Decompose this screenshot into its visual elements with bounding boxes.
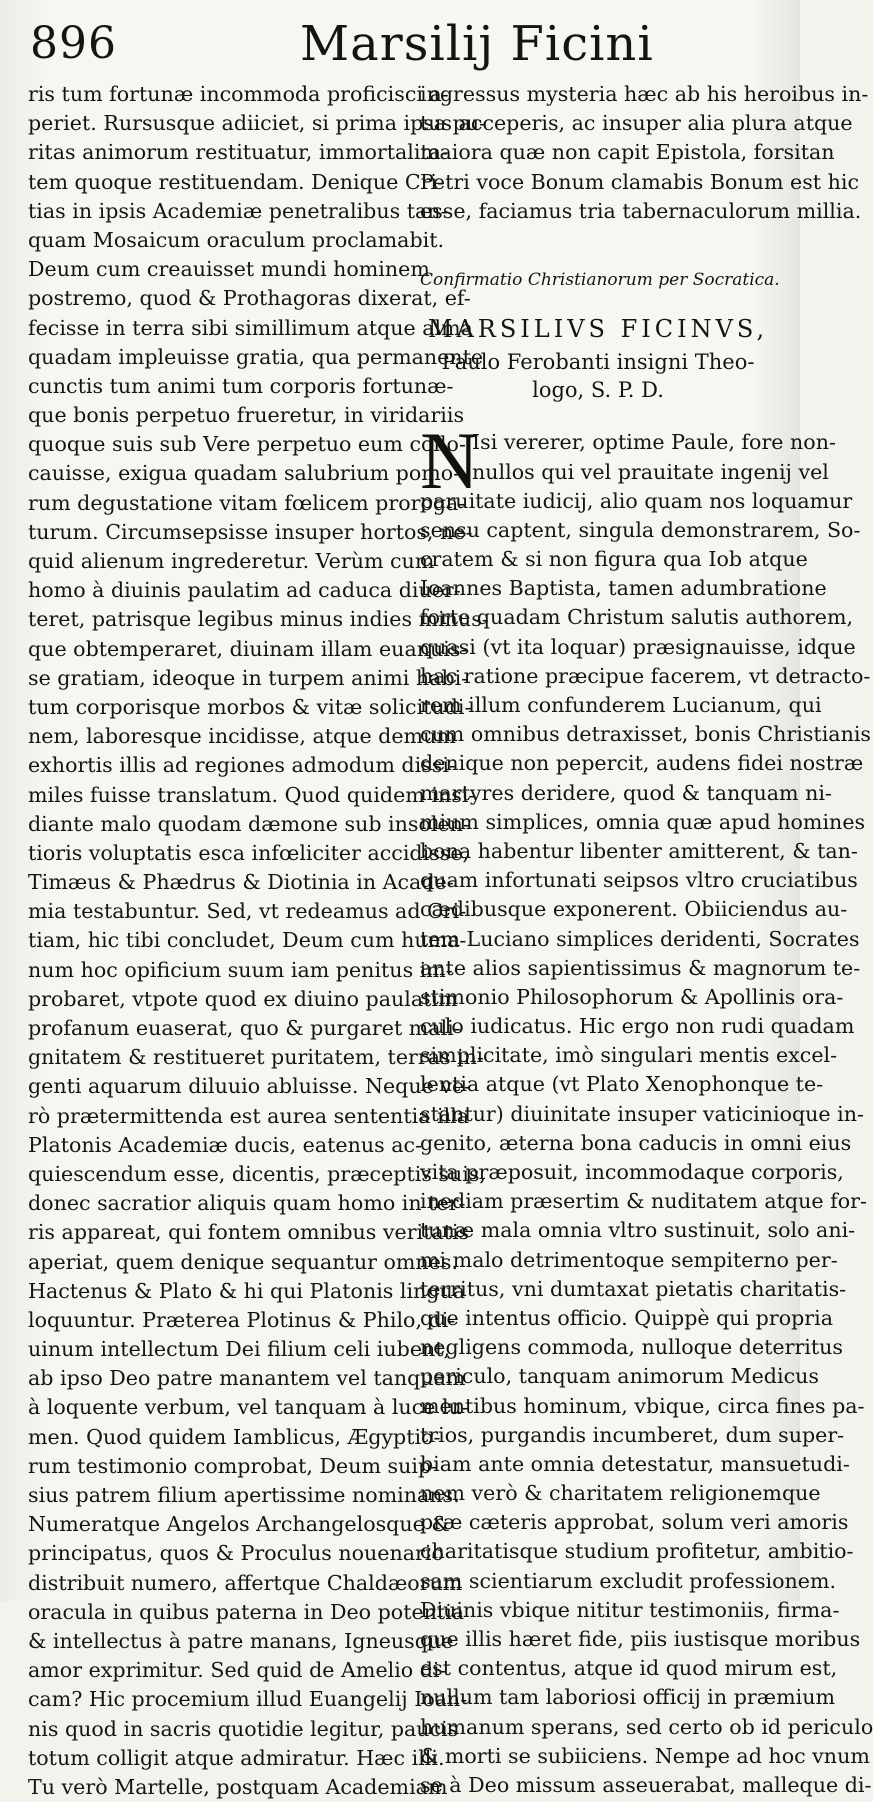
text-line: biam ante omnia detestatur, mansuetudi- <box>420 1451 850 1476</box>
text-line: mi malo detrimentoque sempiterno per- <box>420 1247 838 1272</box>
text-line: à loquente verbum, vel tanquam à luce lu- <box>28 1395 469 1420</box>
text-line: Numeratque Angelos Archangelosque & <box>28 1512 450 1537</box>
text-line: esse, faciamus tria tabernaculorum millia. <box>420 198 862 223</box>
text-line: uinum intellectum Dei filium celi iubent, <box>28 1337 451 1362</box>
text-line: tioris voluptatis esca infœliciter accidisse, <box>28 840 470 865</box>
text-line: Timæus & Phædrus & Diotinia in Acade- <box>28 870 454 895</box>
text-line: mentibus hominum, vbique, circa fines pa- <box>420 1393 865 1418</box>
text-line: ab ipso Deo patre manantem vel tanquam <box>28 1366 466 1391</box>
text-line: humanum sperans, sed certo ob id periculo <box>420 1714 873 1739</box>
text-line: oracula in quibus paterna in Deo potentia <box>28 1599 465 1624</box>
page-number: 896 <box>30 18 117 69</box>
text-line: quid alienum ingrederetur. Verùm cum <box>28 549 435 573</box>
text-line: tias in ipsis Academiæ penetralibus tan- <box>28 198 448 223</box>
text-line: hac ratione præcipue facerem, vt detracto- <box>420 663 871 688</box>
text-line: tus acceperis, ac insuper alia plura atque <box>420 111 853 136</box>
text-line: sius patrem filium apertissime nominans. <box>28 1483 460 1507</box>
text-line: est contentus, atque id quod mirum est, <box>420 1656 838 1681</box>
left-column <box>28 80 489 1802</box>
text-line: cum omnibus detraxisset, bonis Christianis <box>420 722 871 747</box>
running-head: Marsilij Ficini <box>300 16 654 72</box>
text-line: rum testimonio comprobat, Deum suip- <box>28 1453 439 1478</box>
text-line: donec sacratior aliquis quam homo in ter- <box>28 1191 466 1216</box>
text-line: nem verò & charitatem religionemque <box>420 1481 821 1506</box>
text-line: rem illum confunderem Lucianum, qui <box>420 693 822 718</box>
text-line: cam? Hic procemium illud Euangelij Ioan- <box>28 1687 468 1712</box>
text-line: inediam præsertim & nuditatem atque for- <box>420 1189 867 1214</box>
right-column <box>420 80 873 1800</box>
text-line: simplicitate, imò singulari mentis excel- <box>420 1043 838 1068</box>
text-line: præ cæteris approbat, solum veri amoris <box>420 1510 849 1535</box>
text-line: que bonis perpetuo frueretur, in viridariis <box>28 403 465 428</box>
text-line: quam Mosaicum oraculum proclamabit. <box>28 227 445 252</box>
text-line: se gratiam, ideoque in turpem animi habi- <box>28 665 469 690</box>
text-line: loquuntur. Præterea Plotinus & Philo, di- <box>28 1307 456 1332</box>
text-line: denique non pepercit, audens fidei nostræ <box>420 751 864 776</box>
text-line: cauisse, exigua quadam salubrium pomo- <box>28 461 461 486</box>
text-line: Isi vererer, optime Paule, fore non- <box>472 430 836 455</box>
section-title: Confirmatio Christianorum per Socratica. <box>420 269 780 290</box>
text-line: tum corporisque morbos & vitæ solicitudi- <box>28 694 472 719</box>
drop-cap: N <box>420 415 480 507</box>
text-line: paruitate iudicij, alio quam nos loquamur <box>420 488 853 513</box>
text-line: genito, æterna bona caducis in omni eius <box>420 1130 852 1155</box>
text-line: que obtemperaret, diuinam illam euanuis- <box>28 636 468 661</box>
text-line: lentia atque (vt Plato Xenophonque te- <box>420 1072 824 1097</box>
text-line: vita præposuit, incommodaque corporis, <box>420 1160 844 1185</box>
text-line: miles fuisse translatum. Quod quidem insi- <box>28 782 476 807</box>
addressee-line: Paulo Ferobanti insigni Theo- <box>441 350 755 375</box>
text-line: nullos qui vel prauitate ingenij vel <box>472 459 829 484</box>
text-line: forte quadam Christum salutis authorem, <box>420 605 854 630</box>
text-line: totum colligit atque admiratur. Hæc illi. <box>28 1745 445 1770</box>
text-line: sensu captent, singula demonstrarem, So- <box>420 517 861 542</box>
text-line: sam scientiarum excludit professionem. <box>420 1568 837 1593</box>
text-line: diante malo quodam dæmone sub insolen- <box>28 811 470 836</box>
text-line: que illis hæret fide, piis iustisque moribus <box>420 1627 861 1652</box>
addressee <box>420 348 776 404</box>
text-line: mia testabuntur. Sed, vt redeamus ad Cri- <box>28 899 467 924</box>
text-line: Hactenus & Plato & hi qui Platonis lingua <box>28 1278 466 1303</box>
text-line: quam infortunati seipsos vltro cruciatibus <box>420 868 858 893</box>
text-line: quoque suis sub Vere perpetuo eum collo- <box>28 432 466 457</box>
text-line: charitatisque studium profitetur, ambitio- <box>420 1539 854 1564</box>
text-line: teret, patrisque legibus minus indies minus- <box>28 607 489 632</box>
text-line: nem, laboresque incidisse, atque demum <box>28 724 456 749</box>
text-line: periet. Rursusque adiiciet, si prima ipsa pu- <box>28 111 487 136</box>
text-line: territus, vni dumtaxat pietatis charitatis- <box>420 1276 847 1301</box>
text-line: fecisse in terra sibi simillimum atque alma <box>28 315 473 340</box>
text-line: ritas animorum restituatur, immortalita- <box>28 140 448 165</box>
text-line: maiora quæ non capit Epistola, forsitan <box>420 140 835 165</box>
text-line: periculo, tanquam animorum Medicus <box>420 1364 819 1389</box>
text-line: mium simplices, omnia quæ apud homines <box>420 809 866 834</box>
text-line: cunctis tum animi tum corporis fortunæ- <box>28 373 454 398</box>
text-line: cædibusque exponerent. Obiiciendus au- <box>420 897 848 922</box>
text-line: quasi (vt ita loquar) præsignauisse, idque <box>420 634 856 659</box>
text-line: quiescendum esse, dicentis, præceptis suis, <box>28 1161 486 1186</box>
text-line: ris appareat, qui fontem omnibus veritatis <box>28 1220 470 1245</box>
text-line: Platonis Academiæ ducis, eatenus ac- <box>28 1132 422 1157</box>
text-line: tiam, hic tibi concludet, Deum cum huma- <box>28 928 467 953</box>
text-line: stantur) diuinitate insuper vaticinioque in- <box>420 1101 864 1126</box>
text-line: rum degustatione vitam fœlicem proroga- <box>28 490 466 515</box>
text-line: negligens commoda, nulloque deterritus <box>420 1335 843 1360</box>
text-line: probaret, vtpote quod ex diuino paulatim <box>28 986 458 1011</box>
right-column-top-text <box>420 80 869 226</box>
text-line: & morti se subiiciens. Nempe ad hoc vnum <box>420 1743 870 1768</box>
letter-body <box>420 415 873 1800</box>
text-line: & intellectus à patre manans, Igneusque <box>28 1628 454 1653</box>
text-line: distribuit numero, affertque Chaldæorum <box>28 1570 463 1595</box>
text-line: rò prætermittenda est aurea sententia illa <box>28 1103 470 1128</box>
text-line: men. Quod quidem Iamblicus, Ægyptio- <box>28 1424 441 1449</box>
text-line: homo à diuinis paulatim ad caduca diuer- <box>28 578 461 603</box>
text-line: exhortis illis ad regiones admodum dissi- <box>28 753 456 778</box>
text-line: martyres deridere, quod & tanquam ni- <box>420 780 832 805</box>
text-line: num hoc opificium suum iam penitus im- <box>28 957 453 982</box>
text-line: quadam impleuisse gratia, qua permanente <box>28 344 484 369</box>
text-line: Deum cum creauisset mundi hominem <box>28 257 430 282</box>
text-line: se à Deo missum asseuerabat, malleque di- <box>420 1772 872 1797</box>
page-header <box>30 14 770 74</box>
text-line: que intentus officio. Quippè qui propria <box>420 1305 834 1330</box>
text-line: tunæ mala omnia vltro sustinuit, solo ani- <box>420 1218 856 1243</box>
letter-heading: MARSILIVS FICINVS, <box>427 315 769 344</box>
text-line: nis quod in sacris quotidie legitur, paucis <box>28 1716 459 1741</box>
text-line: Petri voce Bonum clamabis Bonum est hic <box>420 169 859 194</box>
text-line: principatus, quos & Proculus nouenario <box>28 1541 444 1566</box>
text-line: stimonio Philosophorum & Apollinis ora- <box>420 984 844 1009</box>
addressee-line: logo, S. P. D. <box>532 378 664 403</box>
text-line: tem Luciano simplices deridenti, Socrates <box>420 926 860 951</box>
text-line: genti aquarum diluuio abluisse. Neque ve- <box>28 1074 472 1099</box>
text-line: aperiat, quem denique sequantur omnes. <box>28 1249 458 1274</box>
text-line: tem quoque restituendam. Denique Cri- <box>28 169 444 194</box>
text-line: Ioannes Baptista, tamen adumbratione <box>420 576 827 601</box>
text-line: turum. Circumsepsisse insuper hortos, ne- <box>28 519 473 544</box>
text-line: cratem & si non figura qua Iob atque <box>420 547 808 572</box>
text-line: ingressus mysteria hæc ab his heroibus in- <box>420 82 869 106</box>
text-line: culo iudicatus. Hic ergo non rudi quadam <box>420 1014 855 1039</box>
text-line: amor exprimitur. Sed quid de Amelio di- <box>28 1658 447 1683</box>
text-line: Diuinis vbique nititur testimoniis, firma- <box>420 1597 840 1622</box>
text-line: gnitatem & restitueret puritatem, terras in- <box>28 1045 484 1070</box>
text-line: Tu verò Martelle, postquam Academiam <box>28 1774 448 1799</box>
text-line: ante alios sapientissimus & magnorum te- <box>420 955 861 980</box>
text-line: ris tum fortunæ incommoda proficisci a- <box>28 82 449 106</box>
text-line: profanum euaserat, quo & purgaret mali- <box>28 1016 461 1040</box>
text-line: postremo, quod & Prothagoras dixerat, ef- <box>28 286 471 311</box>
text-line: bona habentur libenter amitterent, & tan- <box>420 838 858 863</box>
text-line: nullum tam laboriosi officij in præmium <box>420 1685 835 1710</box>
text-line: trios, purgandis incumberet, dum super- <box>420 1422 845 1447</box>
